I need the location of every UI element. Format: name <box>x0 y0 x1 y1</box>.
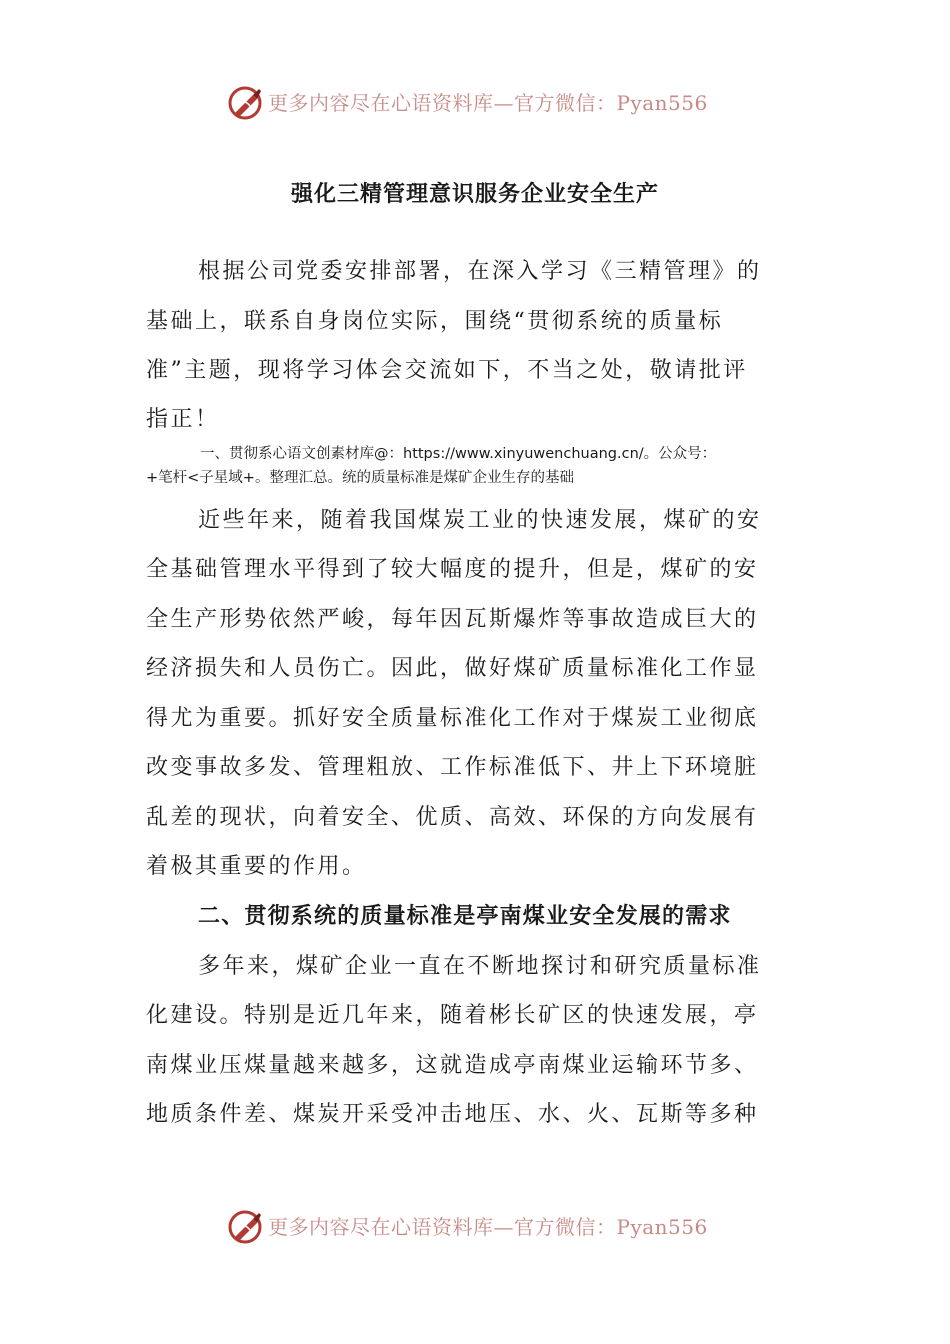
watermark-text: 更多内容尽在心语资料库—官方微信：Pyan556 <box>268 1215 708 1239</box>
section1-body-line: 近些年来，随着我国煤炭工业的快速发展，煤矿的安 <box>198 508 762 533</box>
intro-line: 根据公司党委安排部署，在深入学习《三精管理》的 <box>198 259 762 284</box>
document-title: 强化三精管理意识服务企业安全生产 <box>290 182 659 207</box>
section1-body-line: 着极其重要的作用。 <box>146 854 367 879</box>
section2-body-line: 多年来，煤矿企业一直在不断地探讨和研究质量标准 <box>198 954 762 979</box>
watermark-banner-top <box>0 84 950 124</box>
section1-body-line: 经济损失和人员伤亡。因此，做好煤矿质量标准化工作显 <box>146 656 759 681</box>
section1-heading-line: +笔杆<子星域+。整理汇总。统的质量标准是煤矿企业生存的基础 <box>146 470 574 486</box>
section2-body-line: 化建设。特别是近几年来，随着彬长矿区的快速发展，亭 <box>146 1003 759 1028</box>
pen-logo-icon <box>226 84 264 122</box>
section1-body-line: 改变事故多发、管理粗放、工作标准低下、井上下环境脏 <box>146 755 759 780</box>
section2-body-line: 南煤业压煤量越来越多，这就造成亭南煤业运输环节多、 <box>146 1053 759 1078</box>
intro-line: 指正！ <box>146 407 220 432</box>
section2-heading: 二、贯彻系统的质量标准是亭南煤业安全发展的需求 <box>198 904 732 929</box>
section1-body-line: 全基础管理水平得到了较大幅度的提升，但是，煤矿的安 <box>146 557 759 582</box>
pen-logo-icon <box>226 1208 264 1246</box>
section1-body-line: 全生产形势依然严峻，每年因瓦斯爆炸等事故造成巨大的 <box>146 607 759 632</box>
section1-heading-line: 一、贯彻系心语文创素材库@：https://www.xinyuwenchuang.cn/。公众号： <box>200 446 717 462</box>
section1-body-line: 得尤为重要。抓好安全质量标准化工作对于煤炭工业彻底 <box>146 706 759 731</box>
intro-line: 准”主题，现将学习体会交流如下，不当之处，敬请批评 <box>146 358 748 383</box>
watermark-text: 更多内容尽在心语资料库—官方微信：Pyan556 <box>268 91 708 115</box>
watermark-banner-bottom <box>0 1208 950 1248</box>
intro-line: 基础上，联系自身岗位实际，围绕“贯彻系统的质量标 <box>146 309 724 334</box>
section2-body-line: 地质条件差、煤炭开采受冲击地压、水、火、瓦斯等多种 <box>146 1102 759 1127</box>
section1-body-line: 乱差的现状，向着安全、优质、高效、环保的方向发展有 <box>146 805 759 830</box>
